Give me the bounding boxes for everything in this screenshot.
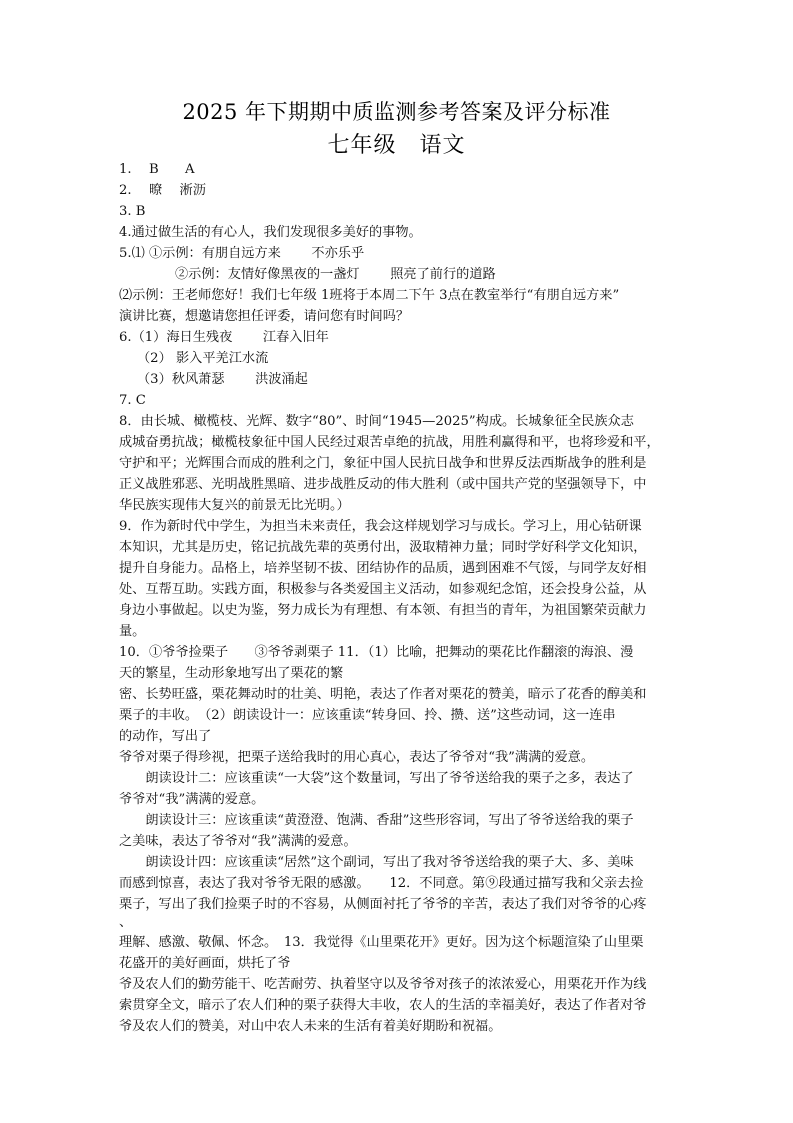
answer-line: 8．由长城、橄榄枝、光辉、数字“80”、时间“1945—2025”构成。长城象征全民族众志 [119,414,634,429]
answer-line: 索贯穿全文，暗示了农人们种的栗子获得大丰收，农人的生活的幸福美好，表达了作者对爷 [119,998,647,1013]
answer-line: 朗读设计四：应该重读“居然”这个副词，写出了我对爷爷送给我的栗子大、多、美味 [119,855,634,870]
answer-line: 成城奋勇抗战；橄榄枝象征中国人民经过艰苦卓绝的抗战，用胜利赢得和平，也将珍爱和平， [119,435,660,450]
answer-line: 朗读设计三：应该重读“黄澄澄、饱满、香甜”这些形容词，写出了爷爷送给我的栗子 [119,813,634,828]
answer-line: 爷及农人们的赞美，对山中农人未来的生活有着美好期盼和祝福。 [119,1019,502,1034]
answer-line: 朗读设计二：应该重读“一大袋”这个数量词，写出了爷爷送给我的栗子之多，表达了 [119,771,634,786]
answer-line: 花盛开的美好画面，烘托了爷 [119,956,291,971]
answer-line: 4.通过做生活的有心人，我们发现很多美好的事物。 [119,225,422,240]
answer-line: 栗子的丰收。 （2）朗读设计一：应该重读“转身回、拎、攒、送”这些动词，这一连串 [119,708,616,723]
answer-line: （2） 影入平羌江水流 [137,351,269,366]
answer-line: 7. C [119,393,146,408]
answer-line: 5.⑴ ①示例：有朋自远方来 不亦乐乎 [119,246,365,261]
document-subtitle: 七年级 语文 [327,133,466,158]
answer-line: 栗子，写出了我们捡栗子时的不容易，从侧面衬托了爷爷的辛苦，表达了我们对爷爷的心疼 [119,897,647,912]
answer-line: 而感到惊喜，表达了我对爷爷无限的感激。 12．不同意。第⑨段通过描写我和父亲去捡 [119,876,644,891]
answer-line: 理解、感激、敬佩、怀念。 13．我觉得《山里栗花开》更好。因为这个标题渲染了山里栗 [119,935,644,950]
answer-line: 爷及农人们的勤劳能干、吃苦耐劳、执着坚守以及爷爷对孩子的浓浓爱心，用栗花开作为线 [119,977,647,992]
answer-line: 守护和平；光辉围合而成的胜利之门，象征中国人民抗日战争和世界反法西斯战争的胜利是 [119,456,647,471]
answer-line: 1. B A [119,162,195,177]
answer-line: 正义战胜邪恶、光明战胜黑暗、进步战胜反动的伟大胜利（或中国共产党的坚强领导下，中 [119,477,647,492]
answer-line: 提升自身能力。品格上，培养坚韧不拔、团结协作的品质，遇到困难不气馁，与同学友好相 [119,561,647,576]
answer-line: ②示例：友情好像黑夜的一盏灯 照亮了前行的道路 [175,267,496,282]
answer-line: 身边小事做起。以史为鉴，努力成长为有理想、有本领、有担当的青年，为祖国繁荣贡献力 [119,603,647,618]
answer-line: 10．①爷爷捡栗子 ③爷爷剥栗子 11．（1）比喻，把舞动的栗花比作翻滚的海浪、漫 [119,645,634,660]
answer-line: 量。 [119,624,146,639]
answer-line: 密、长势旺盛，栗花舞动时的壮美、明艳，表达了作者对栗花的赞美，暗示了花香的醇美和 [119,687,647,702]
answer-line: 之美味，表达了爷爷对“我”满满的爱意。 [119,834,357,849]
answer-line: 2. 暸 淅沥 [119,183,206,198]
answer-line: 爷爷对栗子得珍视，把栗子送给我时的用心真心，表达了爷爷对“我”满满的爱意。 [119,750,595,765]
answer-line: 9．作为新时代中学生，为担当未来责任，我会这样规划学习与成长。学习上，用心钻研课 [119,519,642,534]
answer-line: 、 [119,915,133,930]
answer-line: 华民族实现伟大复兴的前景无比光明。） [119,498,350,513]
document-title: 2025 年下期期中质监测参考答案及评分标准 [182,100,611,124]
answer-line: 演讲比赛，想邀请您担任评委，请问您有时间吗？ [119,309,410,324]
answer-line: （3）秋风萧瑟 洪波涌起 [137,372,308,387]
answer-line: 6.（1）海日生残夜 江春入旧年 [119,330,329,345]
answer-line: 的动作，写出了 [119,729,212,744]
answer-line: 处、互帮互助。实践方面，积极参与各类爱国主义活动，如参观纪念馆，还会投身公益，从 [119,582,647,597]
answer-line: 爷爷对“我”满满的爱意。 [119,792,265,807]
answer-line: 3. B [119,204,146,219]
answer-line: 天的繁星，生动形象地写出了栗花的繁 [119,666,344,681]
answer-line: ⑵示例：王老师您好！我们七年级 1班将于本周二下午 3点在教室举行“有朋自远方来” [119,288,620,303]
answer-line: 本知识，尤其是历史，铭记抗战先辈的英勇付出，汲取精神力量；同时学好科学文化知识， [119,540,647,555]
